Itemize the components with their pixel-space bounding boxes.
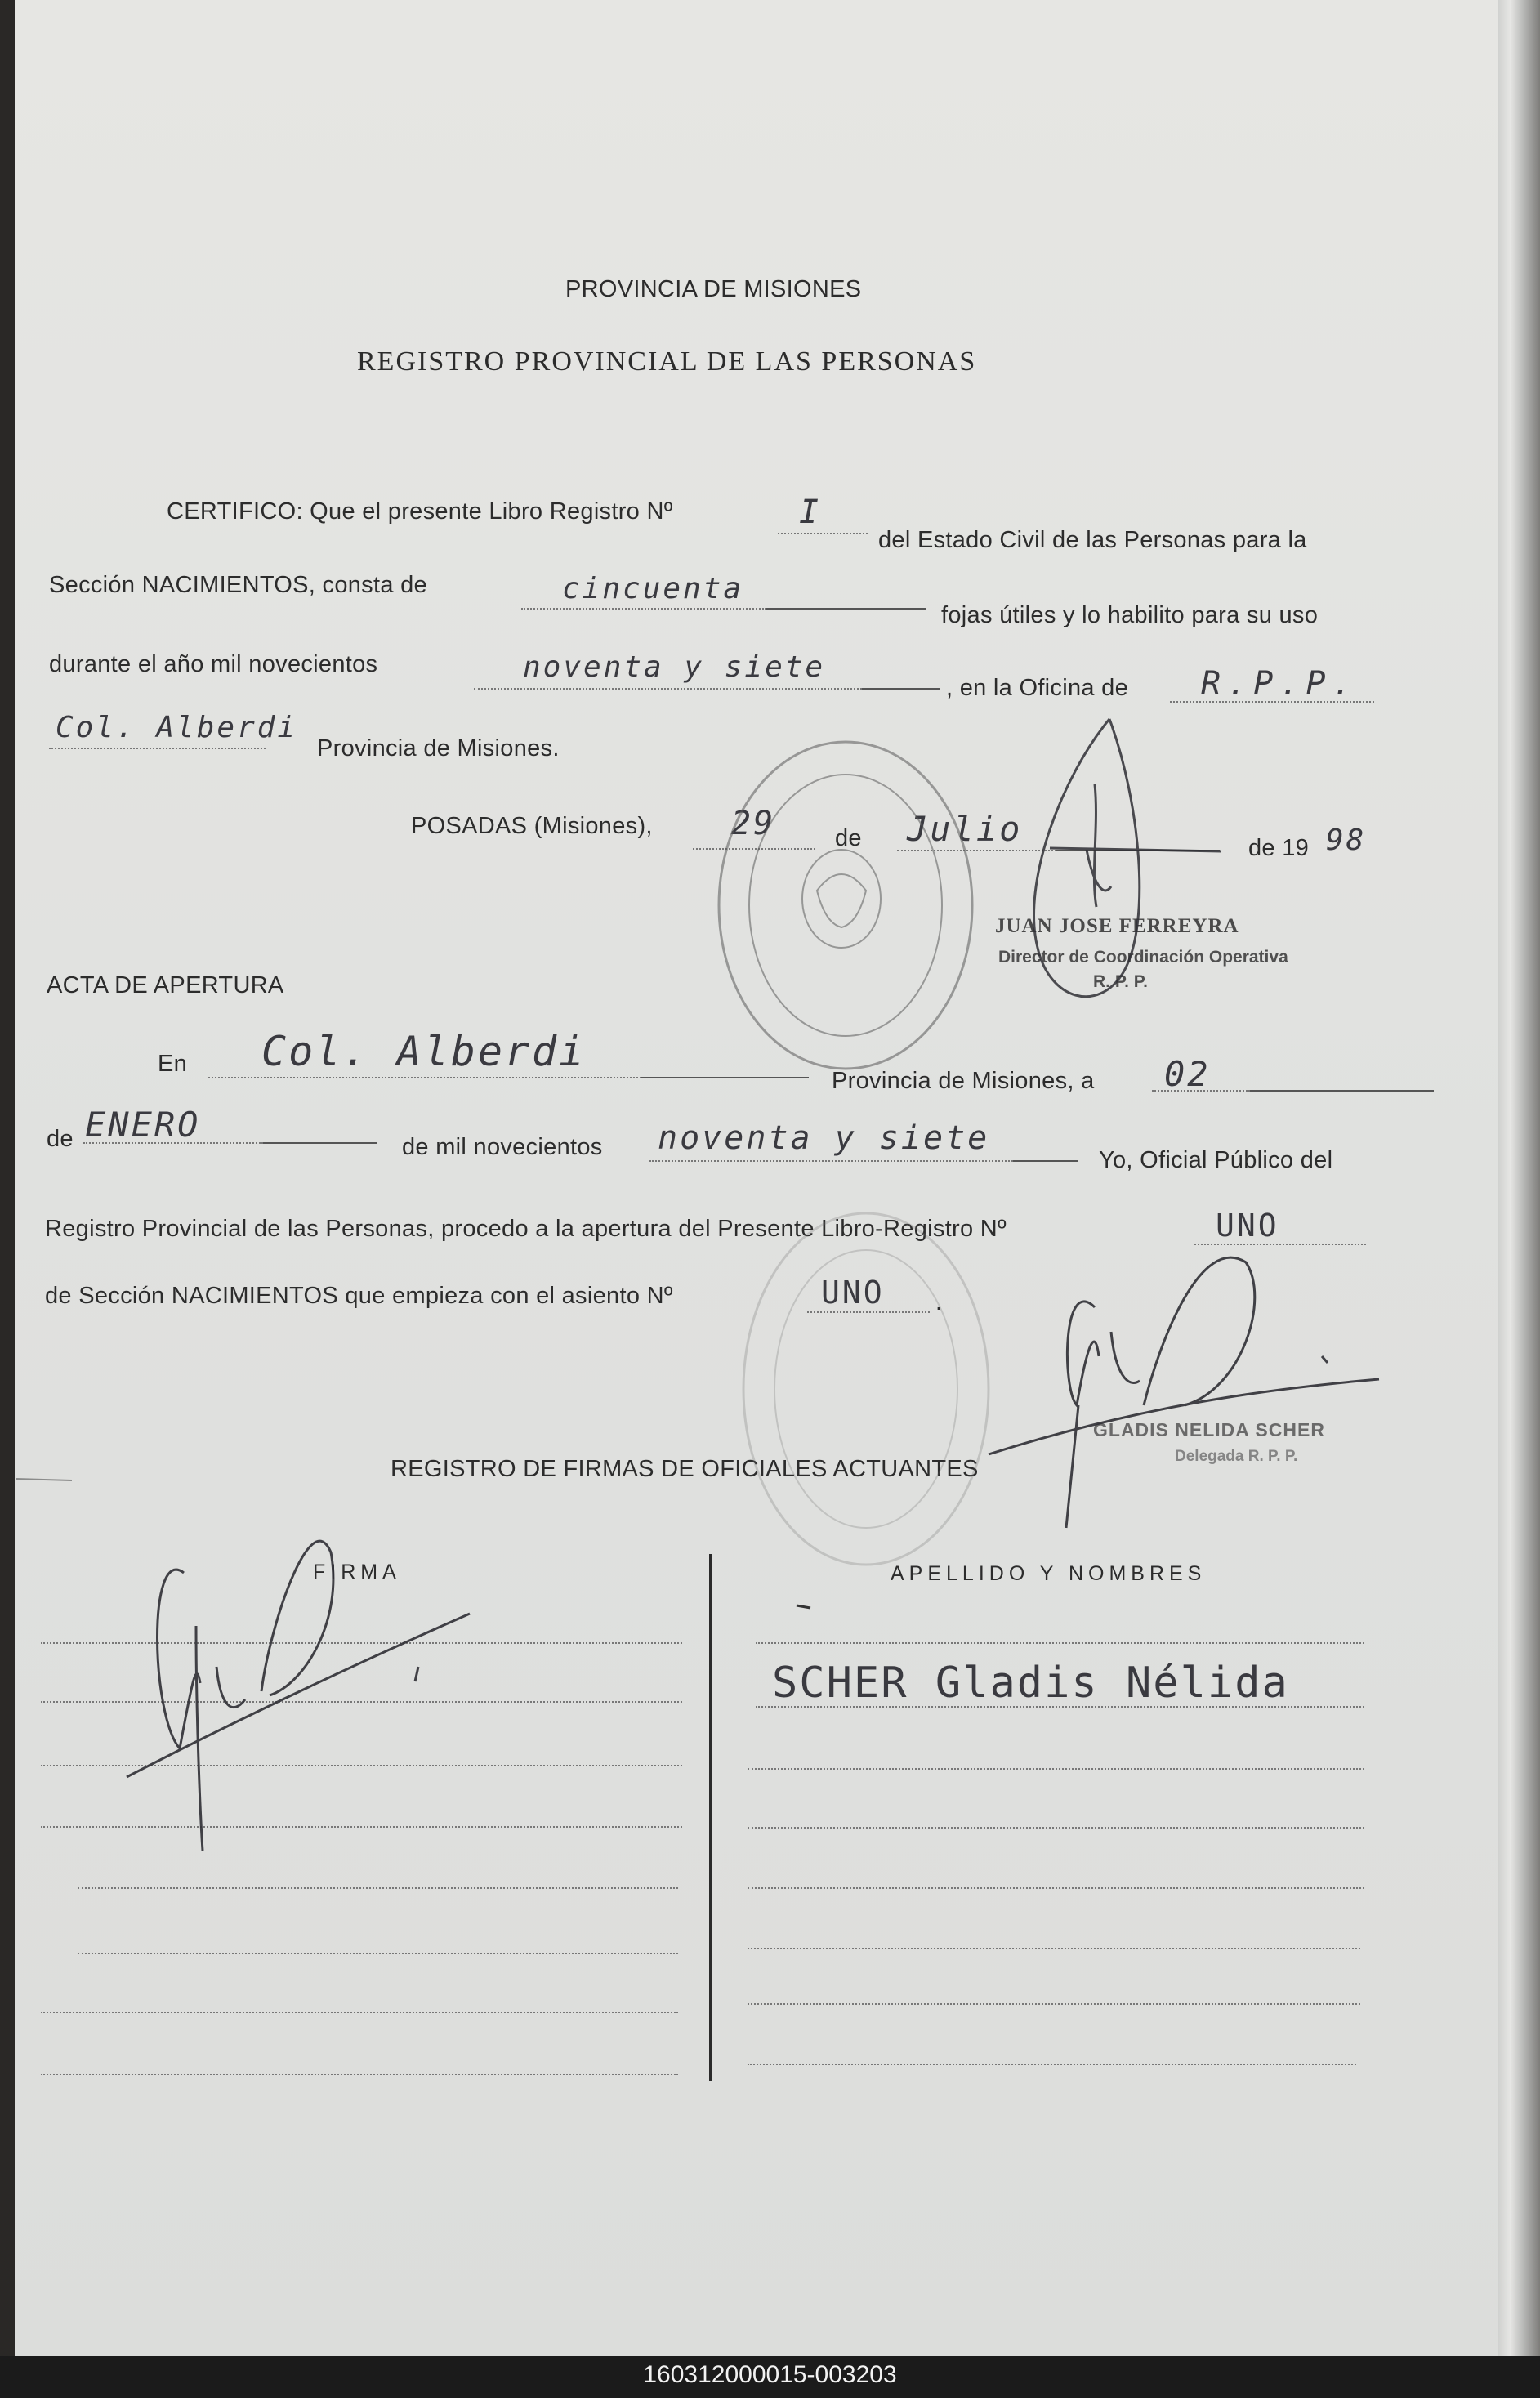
opening-book-value: UNO <box>1216 1208 1279 1244</box>
document-id: 160312000015-003203 <box>643 2361 897 2388</box>
certificate-line-4: Provincia de Misiones. <box>317 735 560 761</box>
registry-heading: REGISTRO PROVINCIAL DE LAS PERSONAS <box>357 346 977 377</box>
signatory-2-name: GLADIS NELIDA SCHER <box>1093 1419 1325 1440</box>
book-number-value: I <box>799 493 822 531</box>
opening-line-3a: Registro Provincial de las Personas, procedo a la apertura del Presente Libro-Registro Nº <box>45 1216 1007 1242</box>
signature-2-icon <box>989 1257 1379 1528</box>
officer-name-value: SCHER Gladis Nélida <box>772 1659 1289 1708</box>
margin-mark-icon <box>16 1479 72 1480</box>
month-value: Julio <box>907 809 1023 849</box>
official-seal-icon <box>719 742 972 1069</box>
signature-1-icon <box>1034 719 1221 997</box>
signature-3-icon <box>127 1541 470 1851</box>
opening-month-value: ENERO <box>85 1105 201 1145</box>
signatures-table-title: REGISTRO DE FIRMAS DE OFICIALES ACTUANTES <box>391 1456 979 1482</box>
year-words-value: noventa y siete <box>523 650 826 684</box>
opening-line-4b: . <box>935 1289 943 1315</box>
opening-line-2c: Yo, Oficial Público del <box>1099 1147 1333 1173</box>
opening-line-4a: de Sección NACIMIENTOS que empieza con el asiento Nº <box>45 1283 673 1309</box>
certificate-line-2a: Sección NACIMIENTOS, consta de <box>49 572 427 598</box>
opening-entry-value: UNO <box>821 1275 885 1311</box>
opening-day-value: 02 <box>1164 1054 1211 1094</box>
date-line-de: de <box>835 825 862 851</box>
faint-seal-icon <box>743 1213 989 1565</box>
date-line-year: de 19 <box>1248 835 1310 861</box>
certificate-line-1a: CERTIFICO: Que el presente Libro Registro Nº <box>167 498 673 525</box>
signatory-1-title: Director de Coordinación Operativa <box>998 948 1288 967</box>
office-value: R.P.P. <box>1201 665 1359 703</box>
opening-line-1a: En <box>158 1051 188 1077</box>
place-value: Col. Alberdi <box>56 711 298 744</box>
opening-act-title: ACTA DE APERTURA <box>47 972 284 998</box>
certificate-line-3b: , en la Oficina de <box>946 675 1129 701</box>
opening-year-value: noventa y siete <box>658 1119 990 1157</box>
province-heading: PROVINCIA DE MISIONES <box>565 276 862 302</box>
signatory-1-office: R. P. P. <box>1093 972 1148 991</box>
certificate-line-1b: del Estado Civil de las Personas para la <box>878 527 1307 553</box>
day-value: 29 <box>731 805 776 842</box>
col-name-header: APELLIDO Y NOMBRES <box>891 1562 1207 1585</box>
opening-line-2b: de mil novecientos <box>402 1134 603 1160</box>
signatory-1-name: JUAN JOSE FERREYRA <box>995 915 1239 937</box>
opening-place-value: Col. Alberdi <box>261 1028 587 1075</box>
tick-mark-icon <box>797 1605 810 1608</box>
certificate-line-3a: durante el año mil novecientos <box>49 651 378 677</box>
opening-line-2a: de <box>47 1126 74 1152</box>
date-line-prefix: POSADAS (Misiones), <box>411 813 653 839</box>
signatory-2-title: Delegada R. P. P. <box>1175 1448 1298 1465</box>
year-suffix-value: 98 <box>1326 824 1367 857</box>
certificate-line-2b: fojas útiles y lo habilito para su uso <box>941 602 1319 628</box>
opening-line-1b: Provincia de Misiones, a <box>832 1068 1095 1094</box>
folios-value: cincuenta <box>562 572 744 605</box>
col-signature-header: FIRMA <box>313 1561 401 1583</box>
